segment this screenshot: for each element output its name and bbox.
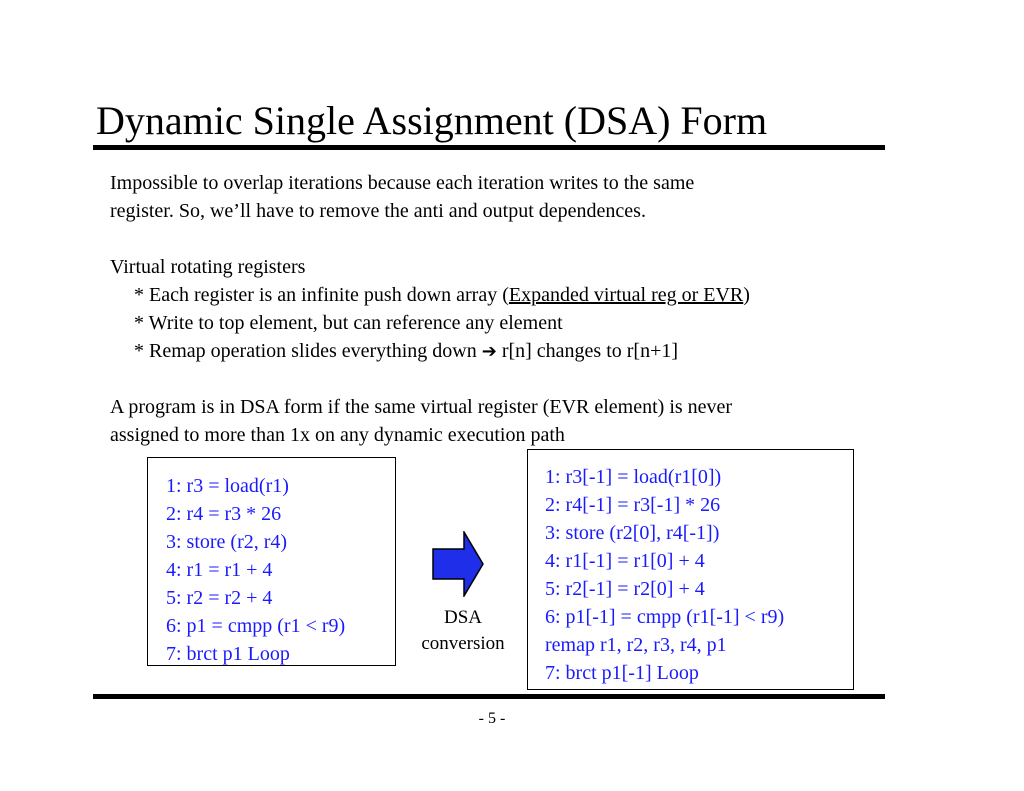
bullet-remap-prefix: * Remap operation slides everything down [134, 340, 482, 362]
dsa-code-box [527, 449, 854, 690]
code-line: 7: brct p1 Loop [166, 643, 290, 665]
code-line: 4: r1[-1] = r1[0] + 4 [545, 550, 705, 572]
conversion-label-line-2: conversion [421, 633, 505, 654]
conversion-label [413, 605, 513, 657]
code-line: 2: r4[-1] = r3[-1] * 26 [545, 494, 721, 516]
slide-body [110, 169, 870, 449]
intro-line-1: Impossible to overlap iterations because each iteration writes to the same [110, 172, 695, 194]
bullet-evr [110, 281, 870, 309]
bullet-evr-prefix: * Each register is an infinite push down array ( [134, 284, 509, 306]
conversion-label-line-1: DSA [443, 607, 482, 628]
code-line: 6: p1[-1] = cmpp (r1[-1] < r9) [545, 606, 785, 628]
code-line: 7: brct p1[-1] Loop [545, 662, 699, 684]
definition-line-2: assigned to more than 1x on any dynamic execution path [110, 424, 565, 446]
code-line: 6: p1 = cmpp (r1 < r9) [166, 615, 346, 637]
bullet-write-top: * Write to top element, but can reference any element [134, 312, 563, 334]
bullet-evr-suffix: ) [743, 284, 750, 306]
slide-title: Dynamic Single Assignment (DSA) Form [96, 98, 768, 143]
spacer [110, 225, 870, 253]
code-line: 1: r3[-1] = load(r1[0]) [545, 466, 722, 488]
footer-divider [93, 694, 885, 699]
rotating-heading: Virtual rotating registers [110, 256, 306, 278]
right-arrow-icon: ➔ [481, 341, 497, 362]
title-divider [93, 145, 885, 150]
original-code-box [147, 457, 396, 666]
conversion-arrow-icon [431, 531, 485, 597]
intro-line-2: register. So, we’ll have to remove the anti and output dependences. [110, 200, 646, 222]
evr-term: Expanded virtual reg or EVR [508, 284, 744, 306]
spacer [110, 365, 870, 393]
definition-line-1: A program is in DSA form if the same virtual register (EVR element) is never [110, 396, 733, 418]
code-line: remap r1, r2, r3, r4, p1 [545, 634, 727, 656]
code-line: 2: r4 = r3 * 26 [166, 503, 282, 525]
code-line: 1: r3 = load(r1) [166, 475, 289, 497]
code-line: 5: r2 = r2 + 4 [166, 587, 273, 609]
code-line: 4: r1 = r1 + 4 [166, 559, 273, 581]
page-number: - 5 - [478, 710, 506, 727]
code-line: 5: r2[-1] = r2[0] + 4 [545, 578, 705, 600]
bullet-remap-suffix: r[n] changes to r[n+1] [496, 340, 679, 362]
bullet-remap [110, 337, 870, 365]
code-line: 3: store (r2, r4) [166, 531, 288, 553]
code-line: 3: store (r2[0], r4[-1]) [545, 522, 720, 544]
